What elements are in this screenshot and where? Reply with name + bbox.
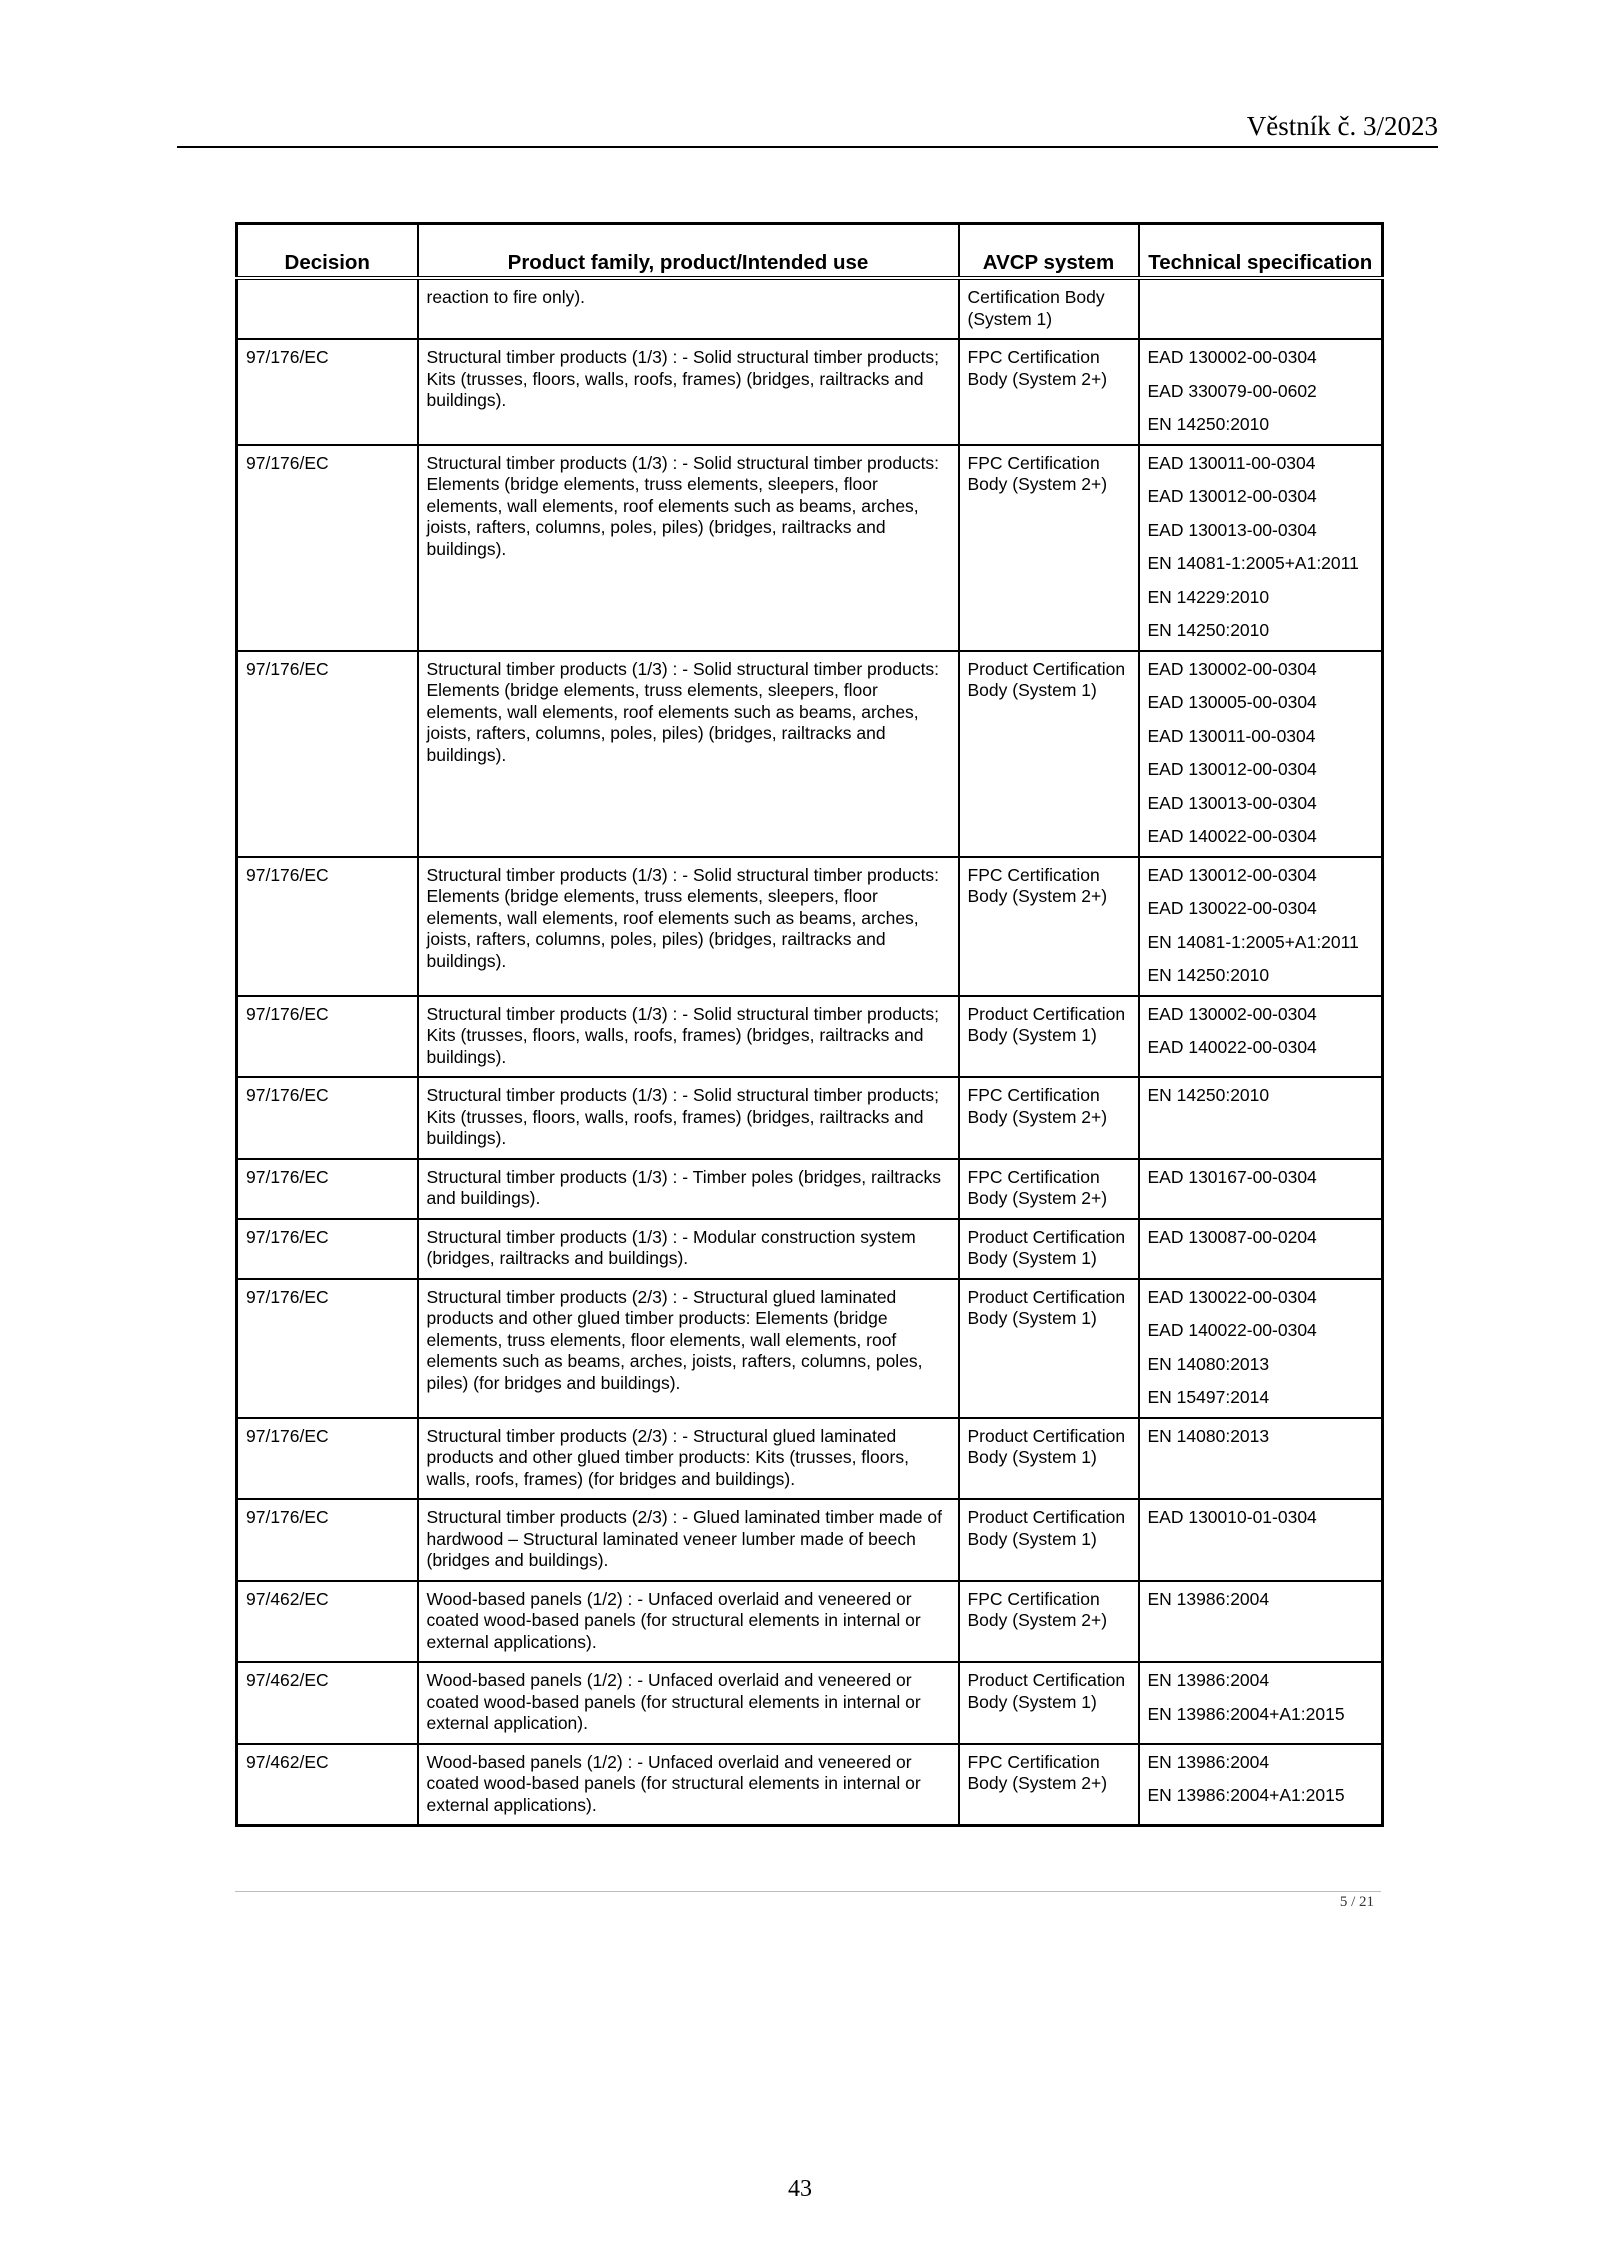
cell-decision: 97/176/EC [237,1499,418,1581]
spec-item: EN 13986:2004 [1147,1751,1270,1772]
spec-item: EAD 130011-00-0304 [1147,725,1316,746]
spec-item: EAD 140022-00-0304 [1147,1320,1317,1340]
cell-avcp-system: Product Certification Body (System 1) [959,651,1139,857]
table-row [237,339,1383,445]
spec-table-wrapper [235,222,1384,1827]
cell-avcp-system: FPC Certification Body (System 2+) [959,445,1139,651]
cell-avcp-system: FPC Certification Body (System 2+) [959,1744,1139,1826]
cell-technical-specification [1139,651,1383,857]
cell-product: Wood-based panels (1/2) : - Unfaced overlaid and veneered or coated wood-based panels (for structural elements in internal or external application). [418,1662,959,1744]
table-row [237,996,1383,1078]
cell-product: Wood-based panels (1/2) : - Unfaced overlaid and veneered or coated wood-based panels (for structural elements in internal or external applications). [418,1581,959,1663]
spec-item: EAD 140022-00-0304 [1147,826,1317,846]
table-row [237,651,1383,857]
cell-technical-specification [1139,996,1383,1078]
cell-product: Structural timber products (1/3) : - Solid structural timber products; Kits (trusses, floors, walls, roofs, frames) (bridges, railtracks and buildings). [418,339,959,445]
cell-decision: 97/176/EC [237,1159,418,1219]
cell-decision: 97/176/EC [237,339,418,445]
table-row [237,445,1383,651]
footer-page-of: 5 / 21 [1339,1894,1374,1910]
cell-product: Structural timber products (1/3) : - Solid structural timber products: Elements (bridge elements, truss elements, sleepers, floor elements, wall elements, roof elements such as beams, arches, joists, rafters, columns, poles, piles) (bridges, railtracks and buildings). [418,651,959,857]
cell-technical-specification [1139,339,1383,445]
cell-product: Structural timber products (2/3) : - Glued laminated timber made of hardwood – Structural laminated veneer lumber made of beech (bridges and buildings). [418,1499,959,1581]
cell-product: Structural timber products (1/3) : - Solid structural timber products: Elements (bridge elements, truss elements, sleepers, floor elements, wall elements, roof elements such as beams, arches, joists, rafters, columns, poles, piles) (bridges, railtracks and buildings). [418,857,959,996]
table-row [237,1499,1383,1581]
column-header-decision: Decision [237,224,418,279]
footer-rule [235,1891,1381,1892]
page-number: 43 [788,2176,812,2202]
spec-item: EN 13986:2004 [1147,1588,1270,1609]
table-row [237,1662,1383,1744]
spec-item: EAD 130013-00-0304 [1147,792,1317,813]
cell-avcp-system: Product Certification Body (System 1) [959,1499,1139,1581]
spec-item: EAD 130010-01-0304 [1147,1507,1317,1527]
cell-avcp-system: Product Certification Body (System 1) [959,996,1139,1078]
spec-table [235,222,1384,1827]
spec-item: EAD 130013-00-0304 [1147,519,1317,540]
cell-decision: 97/176/EC [237,651,418,857]
cell-technical-specification [1139,278,1383,339]
cell-technical-specification [1139,1744,1383,1826]
cell-product: Structural timber products (1/3) : - Solid structural timber products; Kits (trusses, floors, walls, roofs, frames) (bridges, railtracks and buildings). [418,996,959,1078]
spec-item: EAD 130002-00-0304 [1147,658,1317,679]
header-title: Věstník č. 3/2023 [1246,111,1438,141]
cell-avcp-system: FPC Certification Body (System 2+) [959,1077,1139,1159]
cell-decision [237,278,418,339]
spec-item: EN 13986:2004+A1:2015 [1147,1703,1345,1724]
spec-item: EN 14250:2010 [1147,1085,1270,1105]
column-header-specification: Technical specification [1139,224,1383,279]
cell-product: Structural timber products (1/3) : - Solid structural timber products: Elements (bridge elements, truss elements, sleepers, floor elements, wall elements, roof elements such as beams, arches, joists, rafters, columns, poles, piles) (bridges, railtracks and buildings). [418,445,959,651]
spec-item: EN 13986:2004+A1:2015 [1147,1785,1345,1805]
table-row [237,278,1383,339]
table-row [237,1744,1383,1826]
spec-item: EAD 130012-00-0304 [1147,486,1317,506]
cell-decision: 97/462/EC [237,1662,418,1744]
column-header-avcp: AVCP system [959,224,1139,279]
table-row [237,857,1383,996]
cell-technical-specification [1139,1581,1383,1663]
cell-decision: 97/176/EC [237,857,418,996]
table-row [237,1581,1383,1663]
spec-item: EN 14081-1:2005+A1:2011 [1147,553,1359,573]
cell-product: Wood-based panels (1/2) : - Unfaced overlaid and veneered or coated wood-based panels (for structural elements in internal or external applications). [418,1744,959,1826]
spec-item: EAD 140022-00-0304 [1147,1037,1317,1057]
cell-avcp-system: Product Certification Body (System 1) [959,1418,1139,1500]
cell-decision: 97/176/EC [237,1077,418,1159]
cell-decision: 97/176/EC [237,1418,418,1500]
header-rule [177,146,1438,148]
spec-item: EAD 130002-00-0304 [1147,347,1317,367]
cell-product: Structural timber products (1/3) : - Modular construction system (bridges, railtracks and buildings). [418,1219,959,1279]
column-header-product: Product family, product/Intended use [418,224,959,279]
spec-item: EAD 130167-00-0304 [1147,1166,1317,1187]
table-row [237,1159,1383,1219]
cell-decision: 97/176/EC [237,1279,418,1418]
cell-avcp-system: Certification Body (System 1) [959,278,1139,339]
cell-product: Structural timber products (2/3) : - Structural glued laminated products and other glued timber products: Kits (trusses, floors, walls, roofs, frames) (for bridges and buildings). [418,1418,959,1500]
spec-item: EAD 130005-00-0304 [1147,692,1317,712]
cell-avcp-system: FPC Certification Body (System 2+) [959,339,1139,445]
spec-item: EN 14080:2013 [1147,1353,1270,1374]
spec-item: EN 14081-1:2005+A1:2011 [1147,931,1359,952]
cell-product: reaction to fire only). [418,278,959,339]
spec-item: EN 14250:2010 [1147,965,1270,985]
cell-decision: 97/176/EC [237,1219,418,1279]
cell-product: Structural timber products (1/3) : - Timber poles (bridges, railtracks and buildings). [418,1159,959,1219]
cell-technical-specification [1139,1418,1383,1500]
spec-item: EN 14250:2010 [1147,414,1270,434]
table-row [237,1279,1383,1418]
cell-product: Structural timber products (2/3) : - Structural glued laminated products and other glued timber products: Elements (bridge elements, truss elements, floor elements, wall elements, roof elements such as beams, arches, joists, rafters, columns, poles, piles) (for bridges and buildings). [418,1279,959,1418]
spec-item: EAD 130011-00-0304 [1147,452,1316,473]
cell-decision: 97/176/EC [237,996,418,1078]
table-row [237,1077,1383,1159]
cell-technical-specification [1139,445,1383,651]
table-body [237,278,1383,1826]
cell-avcp-system: FPC Certification Body (System 2+) [959,1581,1139,1663]
spec-item: EN 14229:2010 [1147,586,1270,607]
cell-technical-specification [1139,1662,1383,1744]
cell-avcp-system: FPC Certification Body (System 2+) [959,1159,1139,1219]
spec-item: EN 15497:2014 [1147,1387,1270,1407]
cell-avcp-system: Product Certification Body (System 1) [959,1219,1139,1279]
spec-item: EAD 130012-00-0304 [1147,759,1317,779]
cell-decision: 97/462/EC [237,1581,418,1663]
cell-technical-specification [1139,857,1383,996]
spec-item: EAD 130012-00-0304 [1147,864,1317,885]
table-header-row [237,224,1383,279]
cell-decision: 97/176/EC [237,445,418,651]
cell-avcp-system: FPC Certification Body (System 2+) [959,857,1139,996]
spec-item: EAD 130022-00-0304 [1147,898,1317,918]
table-row [237,1418,1383,1500]
cell-product: Structural timber products (1/3) : - Solid structural timber products; Kits (trusses, floors, walls, roofs, frames) (bridges, railtracks and buildings). [418,1077,959,1159]
spec-item: EN 14080:2013 [1147,1425,1270,1446]
cell-decision: 97/462/EC [237,1744,418,1826]
spec-item: EN 14250:2010 [1147,620,1270,640]
cell-technical-specification [1139,1279,1383,1418]
spec-item: EAD 130002-00-0304 [1147,1003,1317,1024]
spec-item: EAD 130022-00-0304 [1147,1286,1317,1307]
cell-technical-specification [1139,1499,1383,1581]
cell-technical-specification [1139,1159,1383,1219]
spec-item: EAD 130087-00-0204 [1147,1226,1317,1247]
spec-item: EAD 330079-00-0602 [1147,380,1317,401]
spec-item: EN 13986:2004 [1147,1670,1270,1690]
cell-avcp-system: Product Certification Body (System 1) [959,1662,1139,1744]
cell-technical-specification [1139,1077,1383,1159]
table-row [237,1219,1383,1279]
cell-avcp-system: Product Certification Body (System 1) [959,1279,1139,1418]
cell-technical-specification [1139,1219,1383,1279]
